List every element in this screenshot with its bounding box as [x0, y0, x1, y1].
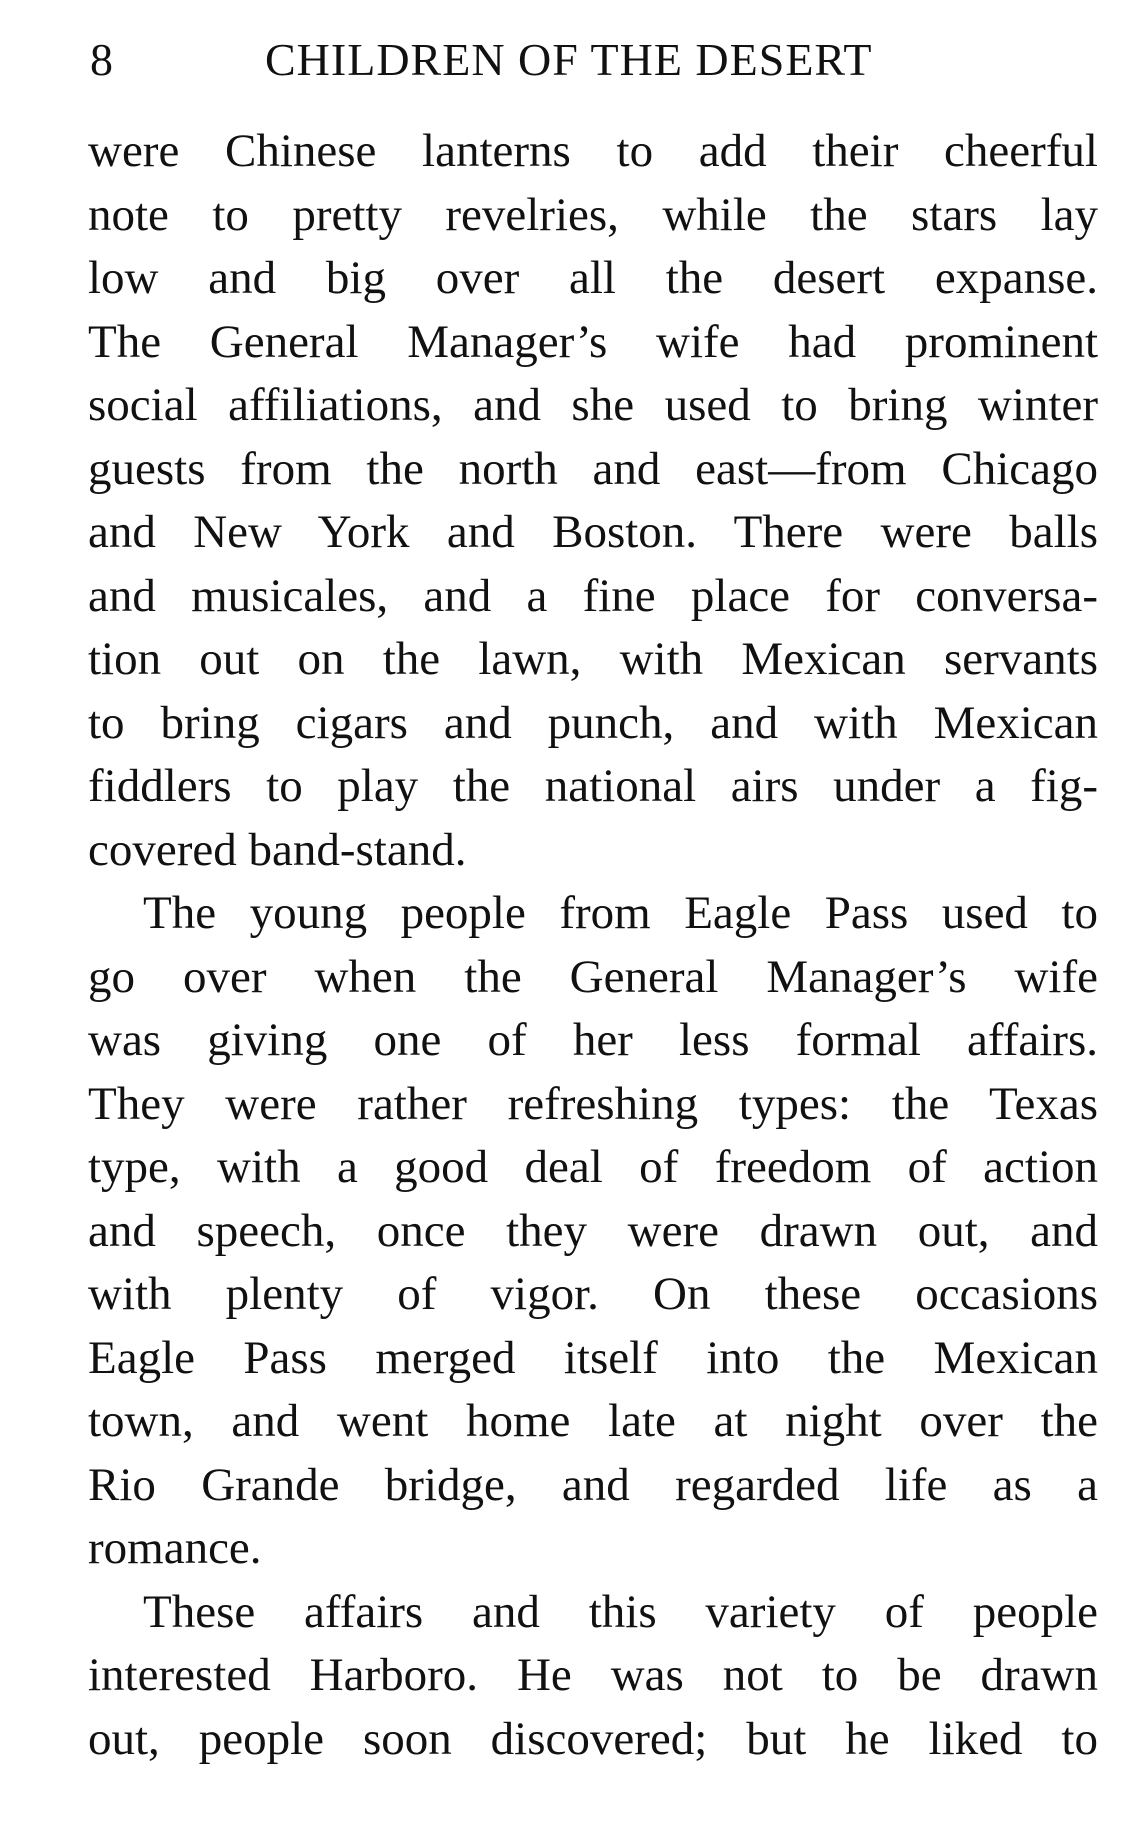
text-line: tion out on the lawn, with Mexican servants — [88, 633, 1098, 685]
text-line: town, and went home late at night over the — [88, 1395, 1098, 1447]
text-line: low and big over all the desert expanse. — [88, 252, 1098, 304]
body-text — [88, 120, 1098, 1771]
text-line: to bring cigars and punch, and with Mexican — [88, 696, 1098, 749]
page-number: 8 — [90, 34, 114, 85]
text-line: covered band-stand. — [88, 823, 467, 876]
text-line: interested Harboro. He was not to be drawn — [88, 1649, 1098, 1701]
text-line: was giving one of her less formal affairs. — [88, 1014, 1098, 1066]
text-line: romance. — [88, 1522, 262, 1574]
text-line: and speech, once they were drawn out, and — [88, 1204, 1098, 1257]
text-line: were Chinese lanterns to add their cheerful — [88, 125, 1098, 177]
text-line: The young people from Eagle Pass used to — [143, 887, 1098, 939]
running-head — [90, 30, 1100, 90]
text-line: go over when the General Manager’s wife — [88, 950, 1098, 1003]
text-line: note to pretty revelries, while the stars lay — [88, 188, 1098, 241]
text-line: The General Manager’s wife had prominent — [88, 315, 1098, 368]
text-line: Rio Grande bridge, and regarded life as a — [88, 1458, 1098, 1511]
text-line: They were rather refreshing types: the Texas — [88, 1077, 1098, 1130]
text-line: type, with a good deal of freedom of action — [88, 1141, 1098, 1193]
text-line: Eagle Pass merged itself into the Mexican — [88, 1331, 1098, 1384]
text-line: and musicales, and a fine place for conversa- — [88, 569, 1098, 622]
text-line: guests from the north and east—from Chicago — [88, 442, 1098, 495]
book-title: CHILDREN OF THE DESERT — [265, 34, 873, 85]
text-line: and New York and Boston. There were balls — [88, 506, 1098, 558]
text-line: fiddlers to play the national airs under a fig- — [88, 760, 1098, 812]
text-line: social affiliations, and she used to bring winter — [88, 379, 1098, 431]
text-line: out, people soon discovered; but he liked to — [88, 1712, 1098, 1765]
text-line: These affairs and this variety of people — [143, 1585, 1098, 1638]
text-line: with plenty of vigor. On these occasions — [88, 1268, 1098, 1320]
